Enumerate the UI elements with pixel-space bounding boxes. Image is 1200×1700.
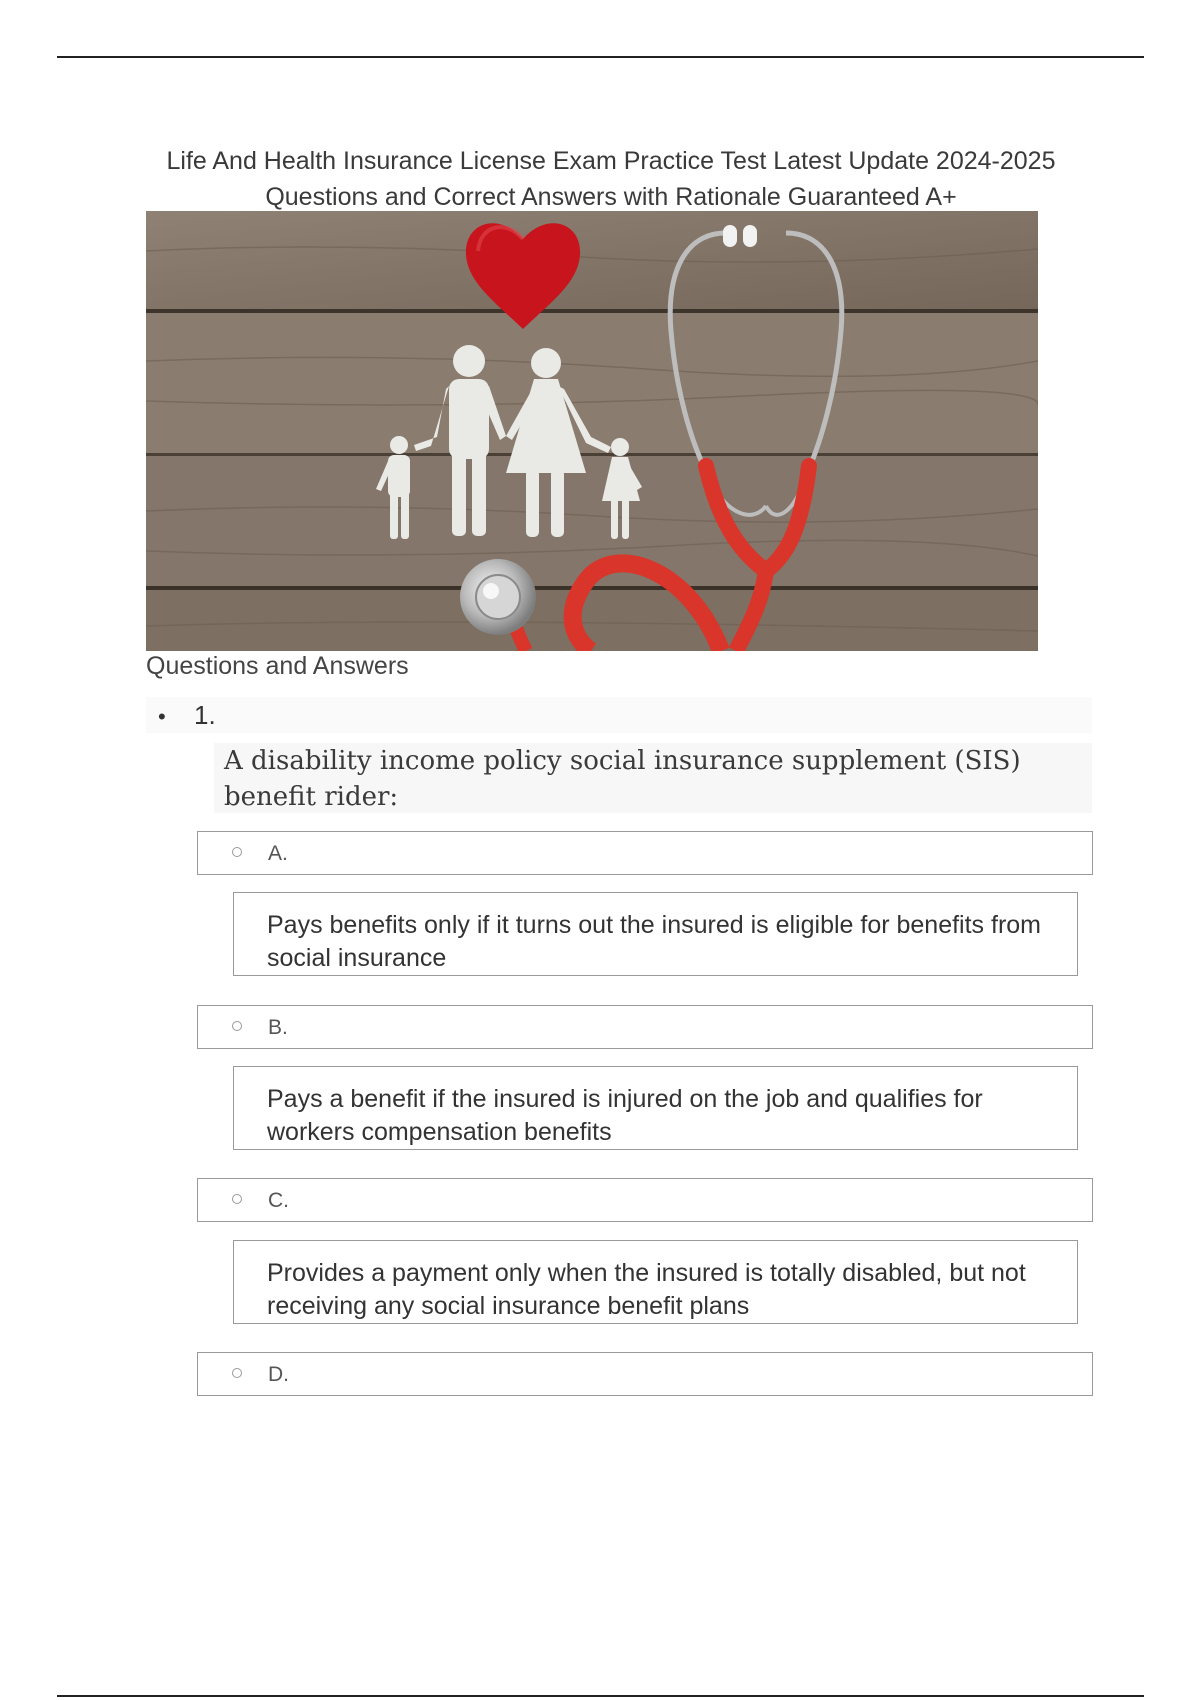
option-c-answer[interactable]: Provides a payment only when the insured is totally disabled, but not receiving any social insurance benefit plans (233, 1240, 1078, 1324)
option-d[interactable] (197, 1352, 1093, 1396)
option-letter: C. (268, 1189, 289, 1212)
bullet-marker: • (158, 704, 166, 729)
bottom-divider (57, 1695, 1144, 1697)
hero-image (146, 211, 1038, 651)
document-title: Life And Health Insurance License Exam Practice Test Latest Update 2024-2025 Questions and Correct Answers with Rationale Guaranteed A+ (166, 147, 1056, 211)
option-c[interactable] (197, 1178, 1093, 1222)
question-text: A disability income policy social insurance supplement (SIS) benefit rider: (214, 743, 1092, 813)
top-divider (57, 56, 1144, 58)
option-b[interactable] (197, 1005, 1093, 1049)
question-number: 1. (194, 700, 216, 730)
question-header (146, 697, 1092, 733)
section-label: Questions and Answers (146, 652, 409, 680)
radio-icon[interactable] (232, 1021, 242, 1031)
option-a[interactable] (197, 831, 1093, 875)
option-a-answer[interactable]: Pays benefits only if it turns out the insured is eligible for benefits from social insurance (233, 892, 1078, 976)
option-letter: B. (268, 1016, 288, 1039)
option-b-answer[interactable]: Pays a benefit if the insured is injured on the job and qualifies for workers compensation benefits (233, 1066, 1078, 1150)
radio-icon[interactable] (232, 1194, 242, 1204)
radio-icon[interactable] (232, 1368, 242, 1378)
radio-icon[interactable] (232, 847, 242, 857)
option-letter: A. (268, 842, 288, 865)
option-letter: D. (268, 1363, 289, 1386)
